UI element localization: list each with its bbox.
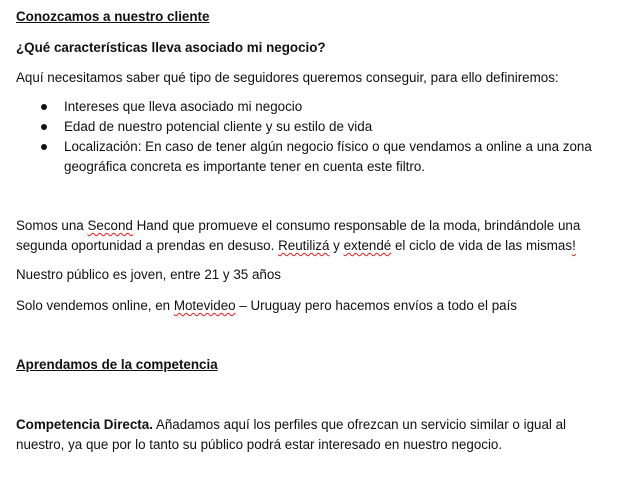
about-text: el ciclo de vida de las mismas <box>391 238 573 253</box>
competition-paragraph <box>16 415 592 455</box>
bullet-text: Localización: En caso de tener algún negocio físico o que vendamos a online a una zona geográfica concreta es importante tener en cuenta este filtro. <box>64 139 592 174</box>
heading-conozcamos: Conozcamos a nuestro cliente <box>16 9 210 24</box>
spell-flag: ! <box>572 238 576 253</box>
spell-flag: Second <box>87 218 133 233</box>
about-text: Hand que promueve el consumo responsable de la moda, brindándole una segunda oportunidad a prendas en desuso. <box>16 218 581 253</box>
location-text: – Uruguay pero hacemos envíos a todo el país <box>235 298 517 313</box>
bullet-text: Intereses que lleva asociado mi negocio <box>64 99 303 114</box>
bullet-icon <box>41 144 47 150</box>
question-heading: ¿Qué características lleva asociado mi negocio? <box>16 40 326 55</box>
bullet-icon <box>41 124 47 130</box>
list-item <box>16 117 618 137</box>
heading-aprendamos: Aprendamos de la competencia <box>16 357 218 372</box>
bullet-icon <box>41 104 47 110</box>
about-text: y <box>329 238 344 253</box>
spell-flag: Motevideo <box>173 298 236 313</box>
bullet-text: Edad de nuestro potencial cliente y su estilo de vida <box>64 119 373 134</box>
about-text: Somos una <box>16 218 88 233</box>
about-paragraph <box>16 216 602 256</box>
spell-flag: extendé <box>343 238 392 253</box>
competition-label: Competencia Directa. <box>16 417 153 432</box>
list-item <box>16 137 618 177</box>
bullet-list <box>16 97 618 177</box>
location-text: Solo vendemos online, en <box>16 298 174 313</box>
spell-flag: Reutilizá <box>278 238 330 253</box>
list-item <box>16 97 618 117</box>
intro-paragraph: Aquí necesitamos saber qué tipo de seguidores queremos conseguir, para ello definiremos: <box>16 70 559 85</box>
competition-text: Añadamos aquí los perfiles que ofrezcan un servicio similar o igual al nuestro, ya que por lo tanto su público podrá estar interesado en nuestro negocio. <box>16 417 567 452</box>
audience-paragraph: Nuestro público es joven, entre 21 y 35 años <box>16 267 282 282</box>
location-paragraph <box>16 296 618 316</box>
